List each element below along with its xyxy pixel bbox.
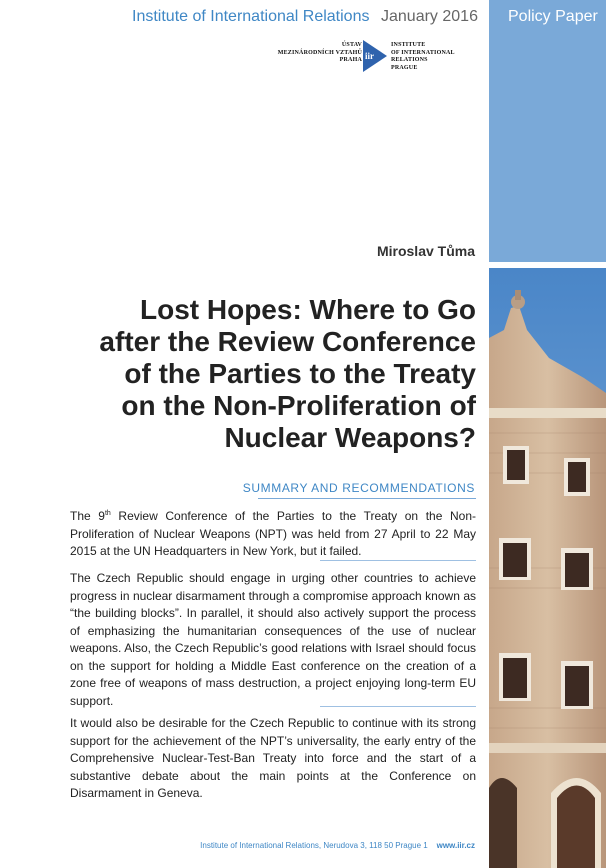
paragraph-text: Review Conference of the Parties to the Treaty on the Non-Proliferation of Nuclear Weapons (NPT) was held from 27 April to 22 May 2015 at the UN Headquarters in New York, but it failed. <box>70 509 477 558</box>
summary-paragraph-2: The Czech Republic should engage in urging other countries to achieve progress in nuclear disarmament through a compromise approach known as “the building blocks”. In parallel, it should also actively support the process of emphasizing the humanitarian consequences of the use of nuclear weapons. Also, the Czech Republic’s good relations with Israel should focus on the support for holding a Middle East conference on the creation of a zone free of weapons of mass destruction, a project enjoying long-term EU support. <box>70 571 476 708</box>
summary-paragraph-1 <box>70 508 476 561</box>
title-line: after the Review Conference <box>99 326 476 357</box>
institute-name: Institute of International Relations <box>132 8 370 25</box>
logo-line: PRAGUE <box>391 64 418 71</box>
logo-mark-text: iir <box>365 51 374 61</box>
summary-paragraph-3: It would also be desirable for the Czech Republic to continue with its strong support for the achievement of the NPT’s universality, the early entry of the Comprehensive Nuclear-Test-Ban Treaty into force and the start of a substantive debate about the main points at the Conference on Disarmament in Geneva. <box>70 716 476 800</box>
paper-type-label: Policy Paper <box>508 8 598 25</box>
logo-line: PRAHA <box>339 57 362 63</box>
logo-line: ÚSTAV <box>341 42 362 48</box>
iir-logo <box>270 40 480 74</box>
building-photo <box>489 268 606 868</box>
logo-english-text <box>391 42 480 72</box>
footer-address: Institute of International Relations, Nerudova 3, 118 50 Prague 1 <box>200 841 428 850</box>
divider <box>320 560 476 561</box>
author-name: Miroslav Tůma <box>376 243 475 259</box>
publication-date: January 2016 <box>381 8 478 25</box>
summary-heading: SUMMARY AND RECOMMENDATIONS <box>242 481 475 495</box>
title-line: on the Non-Proliferation of <box>121 390 476 421</box>
logo-line: INSTITUTE <box>391 42 426 48</box>
logo-line: MEZINÁRODNÍCH VZTAHŮ <box>277 49 362 56</box>
divider <box>320 706 476 707</box>
footer <box>200 841 475 850</box>
ordinal-superscript: th <box>104 510 111 517</box>
header-color-block <box>489 0 606 262</box>
logo-czech-text <box>278 42 362 65</box>
divider <box>258 498 476 499</box>
paragraph-text: The 9 <box>70 509 105 523</box>
document-title <box>40 294 476 454</box>
logo-line: OF INTERNATIONAL RELATIONS <box>391 49 455 63</box>
iir-logo-mark-icon <box>363 40 387 72</box>
title-line: Nuclear Weapons? <box>224 422 476 453</box>
title-line: of the Parties to the Treaty <box>124 358 476 389</box>
footer-website-link[interactable]: www.iir.cz <box>436 841 475 850</box>
title-line: Lost Hopes: Where to Go <box>140 294 476 325</box>
